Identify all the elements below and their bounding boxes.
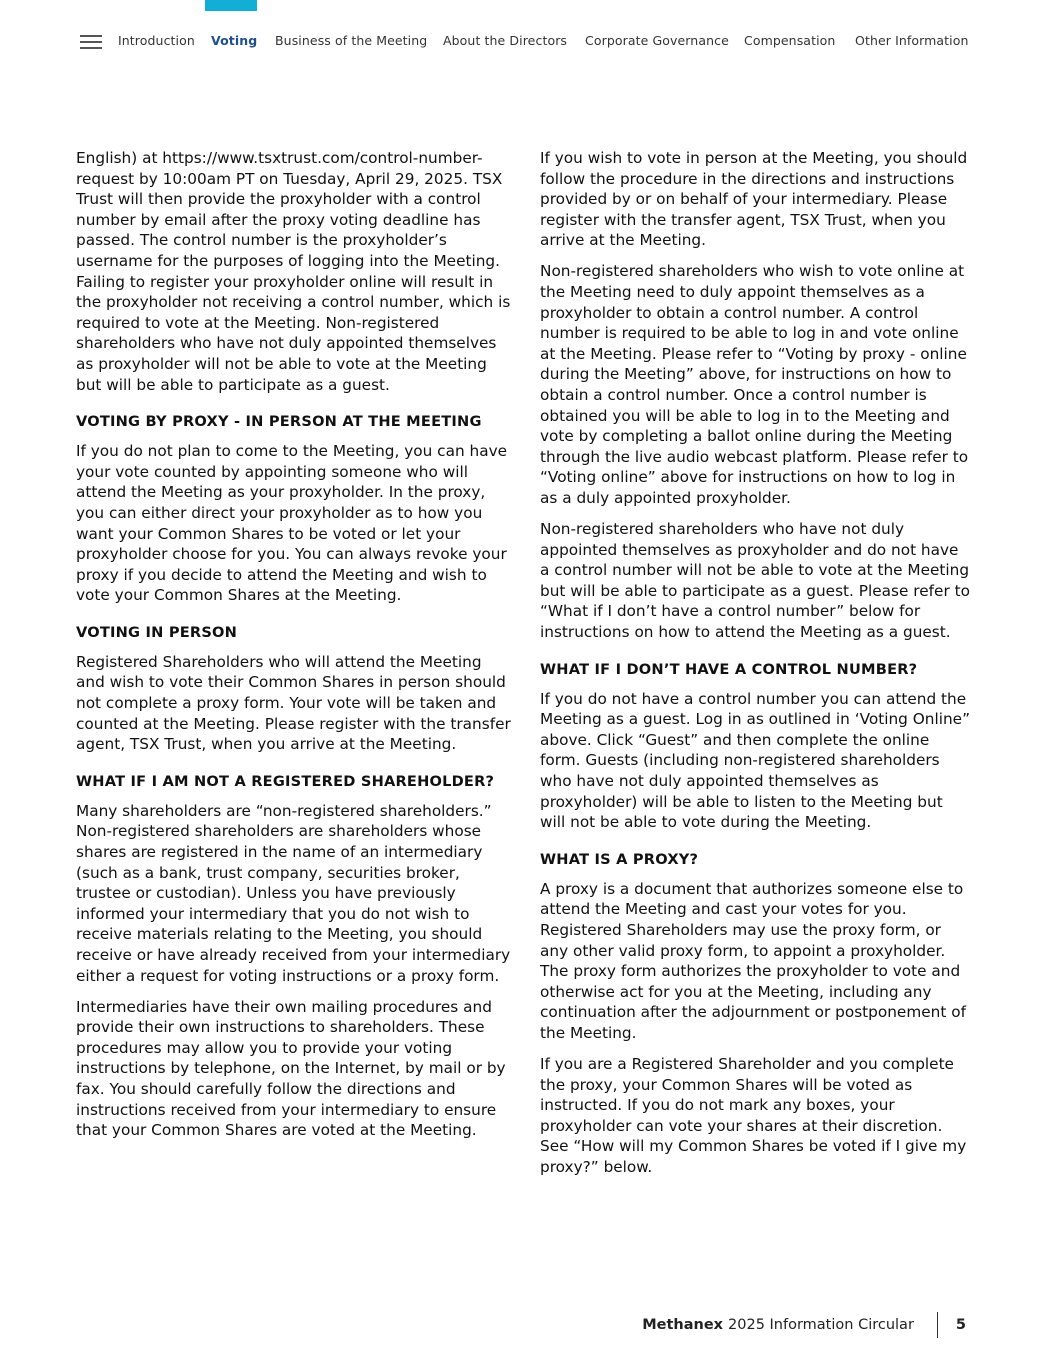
section-heading: VOTING IN PERSON [76, 623, 238, 641]
nav-item-about-the-directors[interactable]: About the Directors [443, 33, 568, 48]
section-heading: WHAT IF I AM NOT A REGISTERED SHAREHOLDER? [76, 772, 495, 790]
paragraph: If you wish to vote in person at the Meeting, you should follow the procedure in the directions and instructions provided by or on behalf of your intermediary. Please register with the transfer agent, TSX Trust, when you arrive at the Meeting. [540, 149, 968, 250]
footer-title: 2025 Information Circular [728, 1317, 914, 1333]
paragraph: If you do not plan to come to the Meeting, you can have your vote counted by appointing someone who will attend the Meeting as your proxyholder. In the proxy, you can either direct your proxyholder as to how you want your Common Shares to be voted or let your proxyholder choose for you. You can always revoke your proxy if you decide to attend the Meeting and wish to vote your Common Shares at the Meeting. [76, 442, 508, 605]
right-column [540, 148, 972, 1188]
paragraph: A proxy is a document that authorizes someone else to attend the Meeting and cast your votes for you. Registered Shareholders may use the proxy form, or any other valid proxy form, to appoint a proxyholder. The proxy form authorizes the proxyholder to vote and otherwise act for you at the Meeting, including any continuation after the adjournment or postponement of the Meeting. [540, 879, 966, 1042]
nav-item-voting[interactable]: Voting [211, 33, 258, 48]
nav-item-introduction[interactable]: Introduction [118, 33, 195, 48]
section-heading: WHAT IF I DON’T HAVE A CONTROL NUMBER? [540, 660, 918, 678]
paragraph: Many shareholders are “non-registered shareholders.” Non-registered shareholders are shareholders whose shares are registered in the name of an intermediary (such as a bank, trust company, securities broker, trustee or custodian). Unless you have previously informed your intermediary that you do not wish to receive materials relating to the Meeting, you should receive or have already received from your intermediary either a request for voting instructions or a proxy form. [76, 801, 511, 985]
nav-item-compensation[interactable]: Compensation [744, 33, 836, 48]
menu-icon[interactable] [80, 35, 102, 49]
paragraph: Registered Shareholders who will attend the Meeting and wish to vote their Common Shares in person should not complete a proxy form. Your vote will be taken and counted at the Meeting. Please register with the transfer agent, TSX Trust, when you arrive at the Meeting. [76, 652, 511, 754]
section-heading: VOTING BY PROXY - IN PERSON AT THE MEETING [76, 413, 482, 431]
paragraph: If you do not have a control number you can attend the Meeting as a guest. Log in as outlined in ‘Voting Online” above. Click “Guest” and then complete the online form. Guests (including non-registered shareholders who have not duly appointed themselves as proxyholder) will be able to listen to the Meeting but will not be able to vote during the Meeting. [540, 689, 971, 832]
paragraph: Non-registered shareholders who have not duly appointed themselves as proxyholder and do not have a control number will not be able to vote at the Meeting but will be able to participate as a guest. Please refer to “What if I don’t have a control number” below for instructions on how to attend the Meeting as a guest. [540, 520, 970, 642]
nav-item-other-information[interactable]: Other Information [855, 33, 969, 48]
active-tab-indicator [205, 0, 257, 11]
paragraph: English) at https://www.tsxtrust.com/control-number-request by 10:00am PT on Tuesday, April 29, 2025. TSX Trust will then provide the proxyholder with a control number by email after the proxy voting deadline has passed. The control number is the proxyholder’s username for the purposes of logging into the Meeting. Failing to register your proxyholder online will result in the proxyholder not receiving a control number, which is required to vote at the Meeting. Non-registered shareholders who have not duly appointed themselves as proxyholder will not be able to vote at the Meeting but will be able to participate as a guest. [76, 149, 511, 394]
page-number: 5 [955, 1317, 966, 1333]
page-footer [642, 1312, 966, 1338]
paragraph: Non-registered shareholders who wish to vote online at the Meeting need to duly appoint themselves as a proxyholder to obtain a control number. A control number is required to be able to log in and vote online at the Meeting. Please refer to “Voting by proxy - online during the Meeting” above, for instructions on how to obtain a control number. Once a control number is obtained you will be able to log in to the Meeting and vote by completing a ballot online during the Meeting through the live audio webcast platform. Please refer to “Voting online” above for instructions on how to log in as a duly appointed proxyholder. [540, 262, 969, 507]
left-column [76, 148, 512, 1151]
paragraph: If you are a Registered Shareholder and you complete the proxy, your Common Shares will be voted as instructed. If you do not mark any boxes, your proxyholder can vote your shares at their discretion. See “How will my Common Shares be voted if I give my proxy?” below. [540, 1055, 967, 1177]
paragraph: Intermediaries have their own mailing procedures and provide their own instructions to shareholders. These procedures may allow you to provide your voting instructions by telephone, on the Internet, by mail or by fax. You should carefully follow the directions and instructions received from your intermediary to ensure that your Common Shares are voted at the Meeting. [76, 997, 506, 1140]
nav-item-corporate-governance[interactable]: Corporate Governance [585, 33, 729, 48]
nav-item-business-of-the-meeting[interactable]: Business of the Meeting [275, 33, 428, 48]
footer-brand: Methanex [642, 1317, 724, 1333]
section-heading: WHAT IS A PROXY? [540, 850, 699, 868]
footer-divider [937, 1312, 938, 1338]
